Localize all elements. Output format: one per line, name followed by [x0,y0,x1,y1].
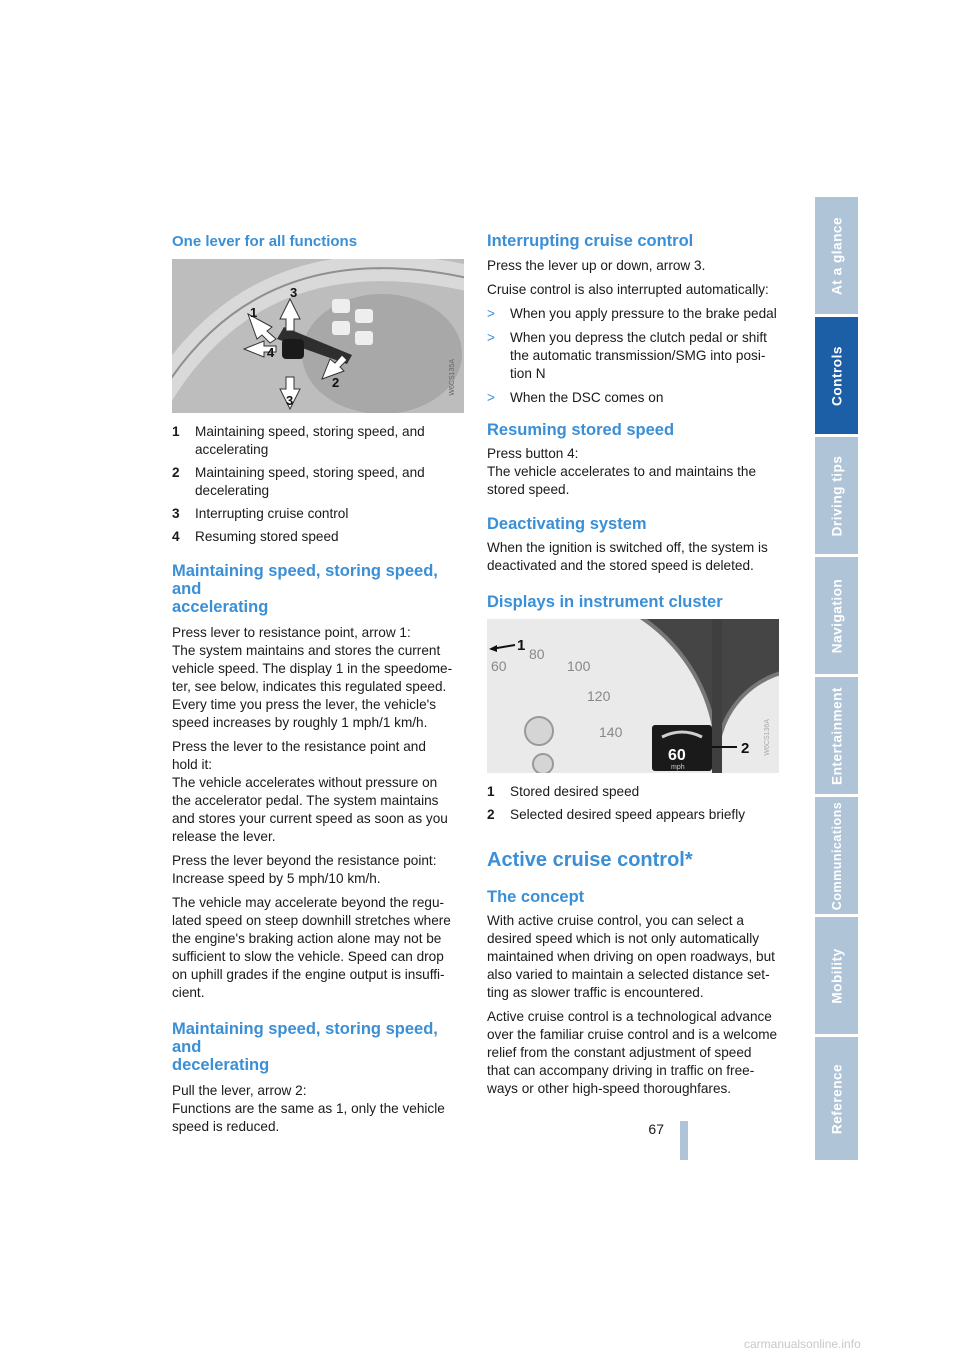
para-accel-1: Press lever to resistance point, arrow 1: The system maintains and stores the current vehicle speed. The display 1 in the speedome- ter, see below, indicates this regulated speed. Every time you press the lever, the vehicle's speed increases by roughly 1 mph/1 km/h. [172,625,453,730]
heading-displays: Displays in instrument cluster [487,593,723,611]
tab-entertainment[interactable] [815,677,858,794]
bullet-item [487,305,779,323]
bullet-marker: > [487,306,495,321]
tab-label: Entertainment [829,686,844,785]
heading-one-lever: One lever for all functions [172,233,358,250]
fig2-unit: mph [671,764,685,771]
tab-label: At a glance [829,216,844,295]
legend-item [172,528,464,546]
para-concept-1: With active cruise control, you can select a desired speed which is not only automatically maintained when driving on open roadways, but also varied to maintain a selected distance set- ting as slower traffic is encountered. [487,913,775,1000]
svg-text:120: 120 [587,688,611,704]
fig2-label-1: 1 [517,637,526,654]
heading-deactivating: Deactivating system [487,515,647,533]
tab-controls[interactable] [815,317,858,434]
page-marker-bar [680,1121,688,1160]
figure-code: W6CS136A [764,719,771,756]
svg-text:60: 60 [491,658,507,674]
tab-label: Mobility [829,947,844,1004]
steering-lever-illustration [172,259,464,413]
legend-item [487,806,779,824]
tab-at-a-glance[interactable] [815,197,858,314]
fig2-speed: 60 [668,747,686,764]
para-accel-3: Press the lever beyond the resistance point: Increase speed by 5 mph/10 km/h. [172,853,437,886]
tab-navigation[interactable] [815,557,858,674]
figure-steering-lever [172,259,464,413]
legend-num: 2 [487,807,495,822]
legend-num: 3 [172,506,180,521]
tab-label: Navigation [829,578,844,653]
heading-active-cruise: Active cruise control* [487,849,693,871]
tab-label: Controls [829,345,844,406]
page-number: 67 [648,1121,664,1137]
fig1-label-1: 1 [250,305,258,320]
fig1-label-3a: 3 [290,285,298,300]
tab-mobility[interactable] [815,917,858,1034]
para-interrupt-2: Cruise control is also interrupted automatically: [487,282,769,297]
bullet-marker: > [487,390,495,405]
bullet-text: When the DSC comes on [510,390,664,405]
heading-accelerating: Maintaining speed, storing speed, and accelerating [172,562,438,616]
figure1-legend [172,423,464,546]
legend-num: 1 [172,424,180,439]
tab-communications[interactable] [815,797,858,914]
para-deactivating: When the ignition is switched off, the system is deactivated and the stored speed is deleted. [487,540,768,573]
bullet-text: When you apply pressure to the brake pedal [510,306,777,321]
legend-text: Selected desired speed appears briefly [510,807,746,822]
legend-text: Interrupting cruise control [195,506,349,521]
svg-text:80: 80 [529,646,545,662]
legend-text: Resuming stored speed [195,529,339,544]
section-tabs [815,197,858,1160]
right-column [487,228,779,1104]
fig2-label-2: 2 [741,740,750,757]
tab-label: Communications [829,801,844,910]
legend-item [172,423,464,459]
fig1-label-3b: 3 [286,393,294,408]
legend-num: 2 [172,465,180,480]
figure2-legend [487,783,779,824]
heading-interrupting: Interrupting cruise control [487,232,694,250]
figure-instrument-cluster [487,619,779,773]
watermark: carmanualsonline.info [744,1337,861,1351]
legend-num: 1 [487,784,495,799]
svg-text:140: 140 [599,724,623,740]
bullet-marker: > [487,330,495,345]
tab-reference[interactable] [815,1037,858,1160]
bullet-item [487,389,779,407]
legend-text: Stored desired speed [510,784,640,799]
instrument-cluster-illustration [487,619,779,773]
para-concept-2: Active cruise control is a technological advance over the familiar cruise control and is a welcome relief from the constant adjustment of speed that can accompany driving in traffic on free- ways or other high-speed thoroughfares. [487,1009,778,1096]
heading-decelerating: Maintaining speed, storing speed, and decelerating [172,1020,438,1074]
fig1-label-4: 4 [267,345,275,360]
para-accel-4: The vehicle may accelerate beyond the regu- lated speed on steep downhill stretches where the engine's braking action alone may not be sufficient to slow the vehicle. Speed can drop on uphill grades if the engine output is insuffi- cient. [172,895,451,1000]
legend-item [172,505,464,523]
legend-item [487,783,779,801]
svg-text:100: 100 [567,658,591,674]
heading-concept: The concept [487,888,585,906]
bullet-text: When you depress the clutch pedal or shift the automatic transmission/SMG into posi- tion N [510,330,767,381]
legend-item [172,464,464,500]
para-resume: Press button 4: The vehicle accelerates to and maintains the stored speed. [487,446,757,497]
figure-code: W6CS135A [449,359,456,396]
tab-label: Driving tips [829,455,844,536]
left-column [172,228,464,1142]
heading-resuming: Resuming stored speed [487,421,675,439]
bullet-item [487,329,779,383]
legend-text: Maintaining speed, storing speed, and accelerating [195,424,425,457]
para-interrupt-1: Press the lever up or down, arrow 3. [487,258,706,273]
legend-num: 4 [172,529,180,544]
para-decel: Pull the lever, arrow 2: Functions are the same as 1, only the vehicle speed is reduced. [172,1083,445,1134]
tab-driving-tips[interactable] [815,437,858,554]
tab-label: Reference [829,1063,844,1134]
fig1-label-2: 2 [332,375,340,390]
legend-text: Maintaining speed, storing speed, and decelerating [195,465,425,498]
para-accel-2: Press the lever to the resistance point and hold it: The vehicle accelerates without pressure on the accelerator pedal. The system maintains and stores your current speed as soon as you release the lever. [172,739,448,844]
